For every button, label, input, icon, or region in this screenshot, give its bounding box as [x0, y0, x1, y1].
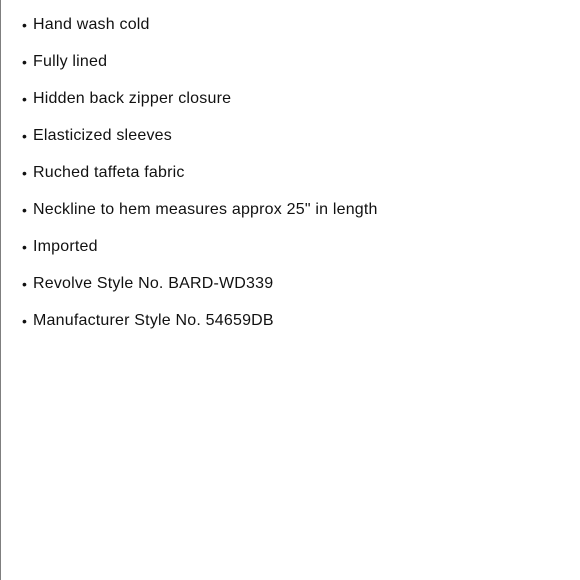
detail-item-fabric [22, 154, 562, 191]
detail-text: Manufacturer Style No. 54659DB [33, 311, 274, 329]
detail-item-revolve-style [22, 265, 562, 302]
detail-text: Ruched taffeta fabric [33, 163, 185, 181]
detail-text: Imported [33, 237, 98, 255]
detail-item-closure [22, 80, 562, 117]
bullet-icon: • [22, 16, 28, 33]
bullet-icon: • [22, 275, 28, 292]
detail-text: Neckline to hem measures approx 25" in length [33, 200, 378, 218]
detail-item-length [22, 191, 562, 228]
detail-item-lining [22, 43, 562, 80]
bullet-icon: • [22, 201, 28, 218]
bullet-icon: • [22, 127, 28, 144]
bullet-icon: • [22, 312, 28, 329]
bullet-icon: • [22, 238, 28, 255]
detail-text: Hand wash cold [33, 15, 150, 33]
detail-item-manufacturer-style [22, 302, 562, 339]
detail-text: Elasticized sleeves [33, 126, 172, 144]
left-border [0, 0, 1, 580]
detail-text: Fully lined [33, 52, 108, 70]
bullet-icon: • [22, 164, 28, 181]
detail-text: Hidden back zipper closure [33, 89, 232, 107]
product-details-list [22, 6, 562, 339]
bullet-icon: • [22, 90, 28, 107]
detail-item-origin [22, 228, 562, 265]
detail-item-sleeves [22, 117, 562, 154]
detail-text: Revolve Style No. BARD-WD339 [33, 274, 274, 292]
detail-item-care [22, 6, 562, 43]
bullet-icon: • [22, 53, 28, 70]
